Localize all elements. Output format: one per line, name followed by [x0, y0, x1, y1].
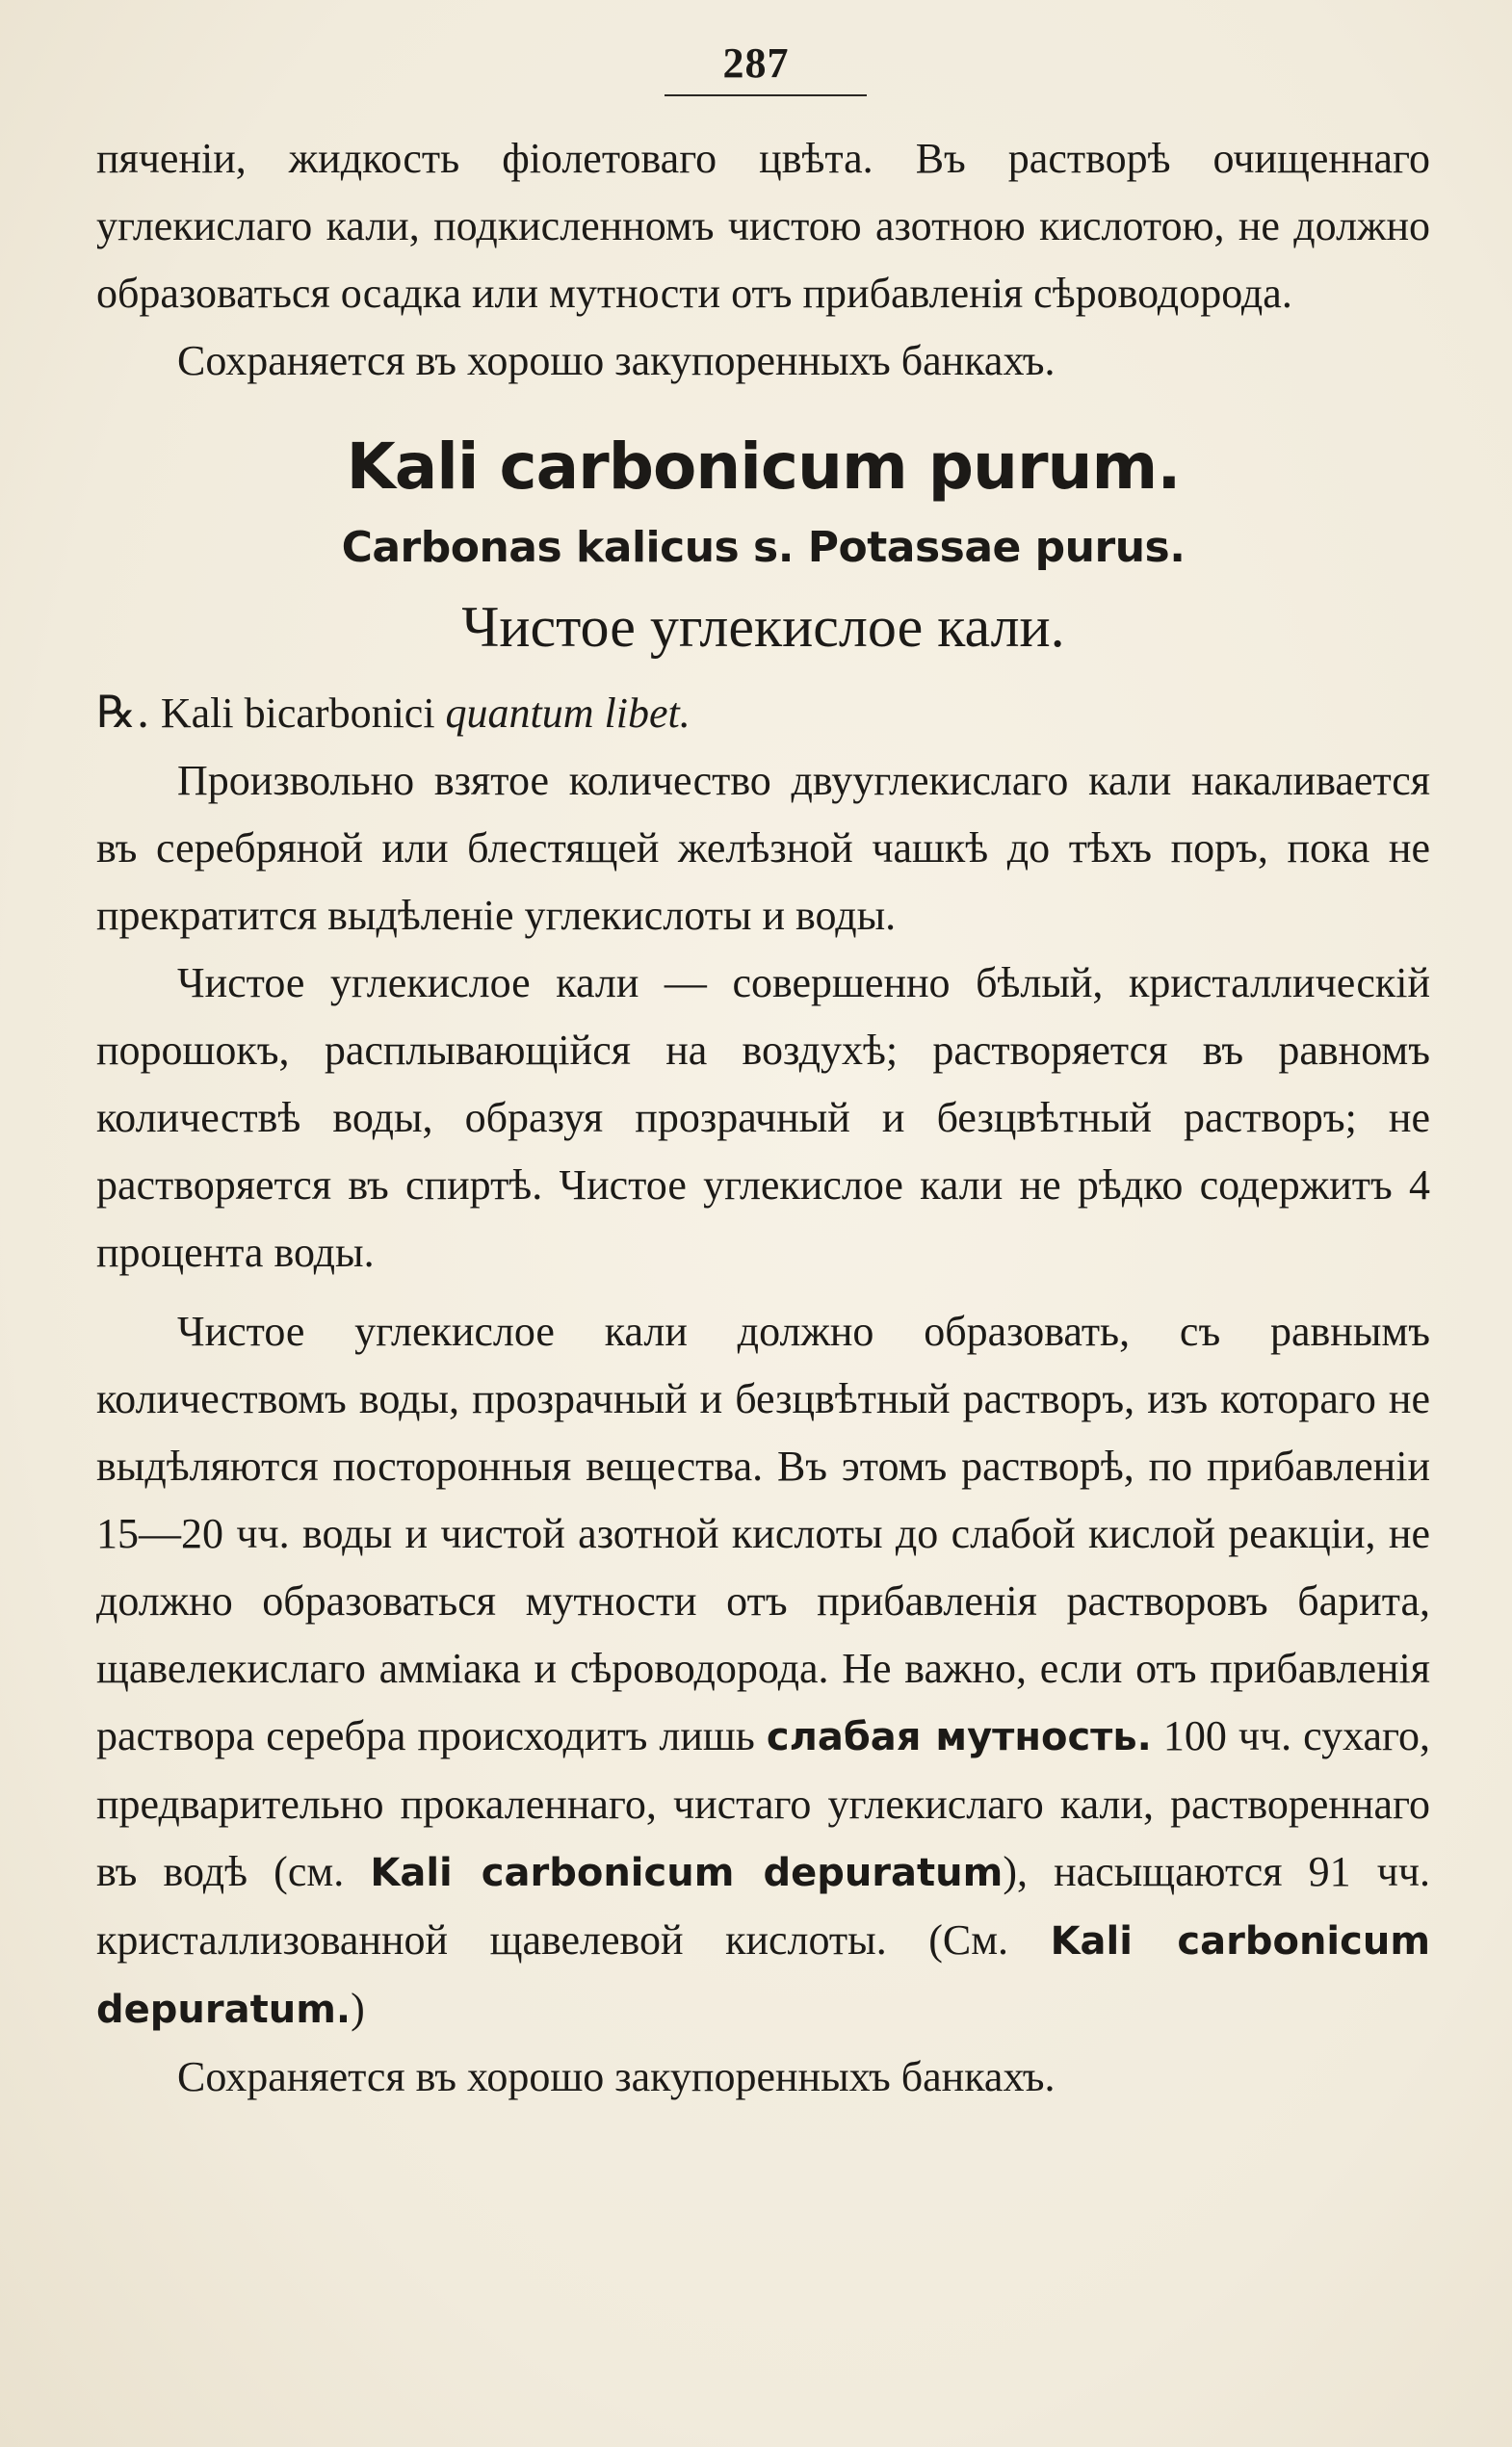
- preparation-paragraph: Произвольно взятое количество двууглекислаго кали накаливается въ серебряной или блестящей желѣзной чашкѣ до тѣхъ поръ, пока не прекратится выдѣленіе углекислоты и воды.: [96, 757, 1430, 939]
- continued-paragraph: пяченіи, жидкость фіолетоваго цвѣта. Въ растворѣ очищеннаго углекислаго кали, подкисленномъ чистою азотною кислотою, не должно образоваться осадка или мутности отъ прибавленія сѣроводорода.: [96, 135, 1430, 317]
- article-subtitle: Carbonas kalicus s. Potassae purus.: [341, 523, 1186, 572]
- testing-text-1: Чистое углекислое кали должно образовать, съ равнымъ количествомъ воды, прозрачный и безцвѣтный растворъ, изъ котораго не выдѣляются посторонныя вещества. Въ этомъ растворѣ, по прибавленіи 15—20 чч. воды и чистой азотной кислоты до слабой кислой реакціи, не должно образоваться мутности отъ прибавленія растворовъ барита, щавелекислаго амміака и сѣроводорода. Не важно, если отъ прибавленія раствора серебра происходитъ лишь: [96, 1308, 1430, 1759]
- page-header: [0, 39, 1512, 88]
- testing-paragraph: [96, 1298, 1430, 2044]
- storage-note-final: Сохраняется въ хорошо закупоренныхъ банкахъ.: [177, 2053, 1056, 2100]
- testing-text-2: 100 чч. сухаго, предварительно прокаленнаго, чистаго углекислаго кали, раствореннаго въ водѣ (см.: [96, 1712, 1431, 1895]
- recipe-symbol: ℞.: [96, 686, 150, 738]
- page-body: [96, 125, 1430, 2111]
- recipe-quantity: quantum libet.: [445, 690, 691, 737]
- recipe-line: [96, 678, 1430, 747]
- article-russian-title: Чистое углекислое кали.: [461, 595, 1065, 659]
- testing-text-3: ), насыщаются 91 чч. кристаллизованной щавелевой кислоты. (См.: [96, 1848, 1430, 1964]
- testing-text-4: ): [351, 1985, 365, 2032]
- article-title: Kali carbonicum purum.: [346, 430, 1181, 504]
- testing-bold-1: слабая мутность.: [766, 1715, 1152, 1759]
- description-paragraph: Чистое углекислое кали — совершенно бѣлый, кристаллическій порошокъ, расплывающійся на воздухѣ; растворяется въ равномъ количествѣ воды, образуя прозрачный и безцвѣтный растворъ; не растворяется въ спиртѣ. Чистое углекислое кали не рѣдко содержитъ 4 процента воды.: [96, 959, 1430, 1276]
- page-number: 287: [722, 39, 790, 87]
- header-rule: [665, 94, 867, 96]
- recipe-ingredient: Kali bicarbonici: [160, 690, 435, 737]
- testing-bold-2: Kali carbonicum depuratum: [370, 1851, 1004, 1895]
- testing-bold-3: Kali carbonicum depuratum.: [96, 1919, 1431, 2032]
- storage-note: Сохраняется въ хорошо закупоренныхъ банкахъ.: [177, 337, 1056, 384]
